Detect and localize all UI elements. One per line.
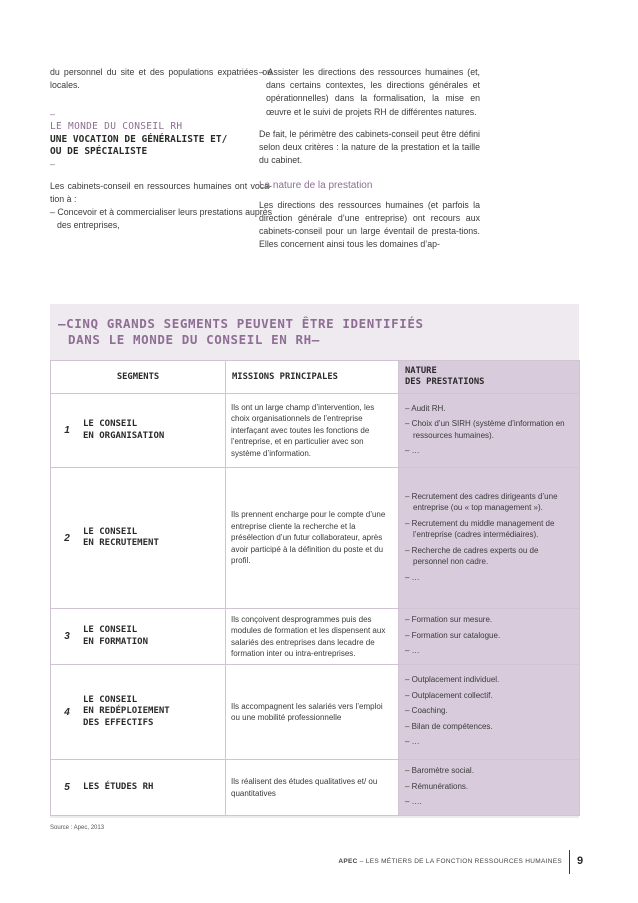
segment-number: 1: [64, 425, 70, 436]
section-label: LE MONDE DU CONSEIL RH: [50, 121, 183, 133]
nature-cell: [399, 609, 580, 665]
header-missions: MISSIONS PRINCIPALES: [226, 361, 399, 394]
mission-cell: Ils conçoivent desprogrammes puis des modules de formation et les dispensent aux salariés des entreprises dans lecadre de formation inter ou intra-entreprises.: [226, 609, 399, 665]
nature-item: – Outplacement individuel.: [405, 675, 500, 685]
nature-cell: [399, 394, 580, 468]
table-row: [51, 609, 580, 665]
mission-cell: Ils ont un large champ d’intervention, les choix organisationnels de l’entreprise interfaçant avec toutes les fonctions de l’entreprise, et en particulier avec son système d’information.: [226, 394, 399, 468]
section-dash-top: –: [50, 109, 56, 120]
footer-text: [338, 858, 562, 865]
segment-cell: [51, 468, 226, 609]
nature-item: – ….: [405, 797, 422, 807]
nature-item: – Formation sur catalogue.: [405, 630, 501, 640]
nature-item: – …: [405, 572, 420, 582]
nature-cell: [399, 760, 580, 816]
footer-title: – LES MÉTIERS DE LA FONCTION RESSOURCES HUMAINES: [357, 858, 562, 865]
segment-cell: [51, 609, 226, 665]
left-list-item: – Concevoir et à commercialiser leurs prestations auprès des entreprises,: [50, 207, 272, 231]
header-nature-line-2: DES PRESTATIONS: [405, 377, 485, 387]
panel-title-line-2: DANS LE MONDE DU CONSEIL EN RH–: [68, 332, 320, 347]
header-segments: SEGMENTS: [51, 361, 226, 394]
segment-number: 4: [64, 706, 70, 718]
nature-item: – Recrutement du middle management de l’entreprise (cadres intermédiaires).: [405, 518, 555, 540]
nature-item: – Recrutement des cadres dirigeants d’une entreprise (ou « top management »).: [405, 491, 558, 513]
nature-item: – Bilan de compétences.: [405, 721, 493, 731]
segment-name: LES ÉTUDES RH: [83, 781, 154, 792]
panel-title: [58, 316, 558, 348]
nature-list: [405, 403, 573, 457]
table-row: [51, 665, 580, 760]
nature-cell: [399, 468, 580, 609]
sub-heading: La nature de la prestation: [259, 180, 373, 192]
table-row: [51, 468, 580, 609]
segment-number: 5: [64, 782, 70, 793]
table-row: [51, 760, 580, 816]
segment-name: LE CONSEIL EN ORGANISATION: [83, 419, 165, 441]
nature-item: – Outplacement collectif.: [405, 690, 493, 700]
nature-list: [405, 765, 573, 808]
header-nature: [399, 361, 580, 394]
section-title-line-1: UNE VOCATION DE GÉNÉRALISTE ET/: [50, 133, 228, 145]
left-paragraph: Les cabinets-conseil en ressources humaines ont voca-tion à :: [50, 180, 272, 204]
table-row: [51, 394, 580, 468]
segments-table: [50, 360, 580, 816]
table-body: [51, 394, 580, 816]
segments-panel: [50, 304, 579, 818]
nature-item: – Choix d’un SIRH (système d’information en ressources humaines).: [405, 419, 565, 440]
segment-number: 2: [64, 532, 70, 544]
mission-cell: Ils réalisent des études qualitatives et/ ou quantitatives: [226, 760, 399, 816]
right-list-item: – Assister les directions des ressources humaines (et, dans certains contextes, les directions générales et opérationnelles) dans la formalisation, la mise en œuvre et le suivi de projets RH de différentes natures.: [259, 67, 480, 117]
page-number: 9: [577, 855, 584, 867]
section-dash-bottom: –: [50, 158, 56, 169]
footer-divider: [569, 850, 570, 874]
mission-cell: Ils accompagnent les salariés vers l’emploi ou une mobilité professionnelle: [226, 665, 399, 760]
section-title-line-2: OU DE SPÉCIALISTE: [50, 145, 148, 157]
left-intro-text: du personnel du site et des populations expatriées ou locales.: [50, 67, 272, 91]
nature-item: – Coaching.: [405, 706, 448, 716]
nature-list: [405, 491, 573, 584]
segment-number: 3: [64, 631, 70, 642]
segment-name: LE CONSEIL EN RECRUTEMENT: [83, 526, 159, 548]
nature-item: – Baromètre social.: [405, 766, 474, 776]
footer-brand: APEC: [338, 858, 358, 865]
segment-cell: [51, 665, 226, 760]
header-nature-line-1: NATURE: [405, 366, 437, 376]
nature-cell: [399, 665, 580, 760]
right-paragraph-1: De fait, le périmètre des cabinets-conseil peut être défini selon deux critères : la nature de la prestation et la taille du cabinet.: [259, 128, 480, 166]
segment-cell: [51, 394, 226, 468]
nature-list: [405, 674, 573, 748]
source-note: Source : Apec, 2013: [50, 825, 105, 831]
left-column: [50, 66, 272, 232]
nature-item: – Formation sur mesure.: [405, 615, 493, 625]
nature-item: – Recherche de cadres experts ou de personnel non cadre.: [405, 545, 539, 567]
right-column: [259, 66, 480, 251]
segment-cell: [51, 760, 226, 816]
nature-list: [405, 614, 573, 657]
mission-cell: Ils prennent encharge pour le compte d’une entreprise cliente la recherche et la présélection d’un futur collaborateur, après avoir participé à la définition du poste et du profil.: [226, 468, 399, 609]
nature-item: – Audit RH.: [405, 403, 446, 413]
segment-name: LE CONSEIL EN FORMATION: [83, 625, 149, 647]
right-paragraph-2: Les directions des ressources humaines (et parfois la direction générale d’une entreprise) ont recours aux cabinets-conseil pour un large éventail de presta-tions. Elles concernent ainsi tous les domaines d’ap-: [259, 199, 480, 250]
panel-title-line-1: –CINQ GRANDS SEGMENTS PEUVENT ÊTRE IDENTIFIÉS: [58, 316, 424, 331]
nature-item: – …: [405, 446, 420, 455]
nature-item: – Rémunérations.: [405, 781, 469, 791]
nature-item: – …: [405, 646, 420, 656]
nature-item: – …: [405, 737, 420, 747]
segment-name: LE CONSEIL EN REDÉPLOIEMENT DES EFFECTIFS: [83, 694, 170, 728]
table-header-row: [51, 361, 580, 394]
